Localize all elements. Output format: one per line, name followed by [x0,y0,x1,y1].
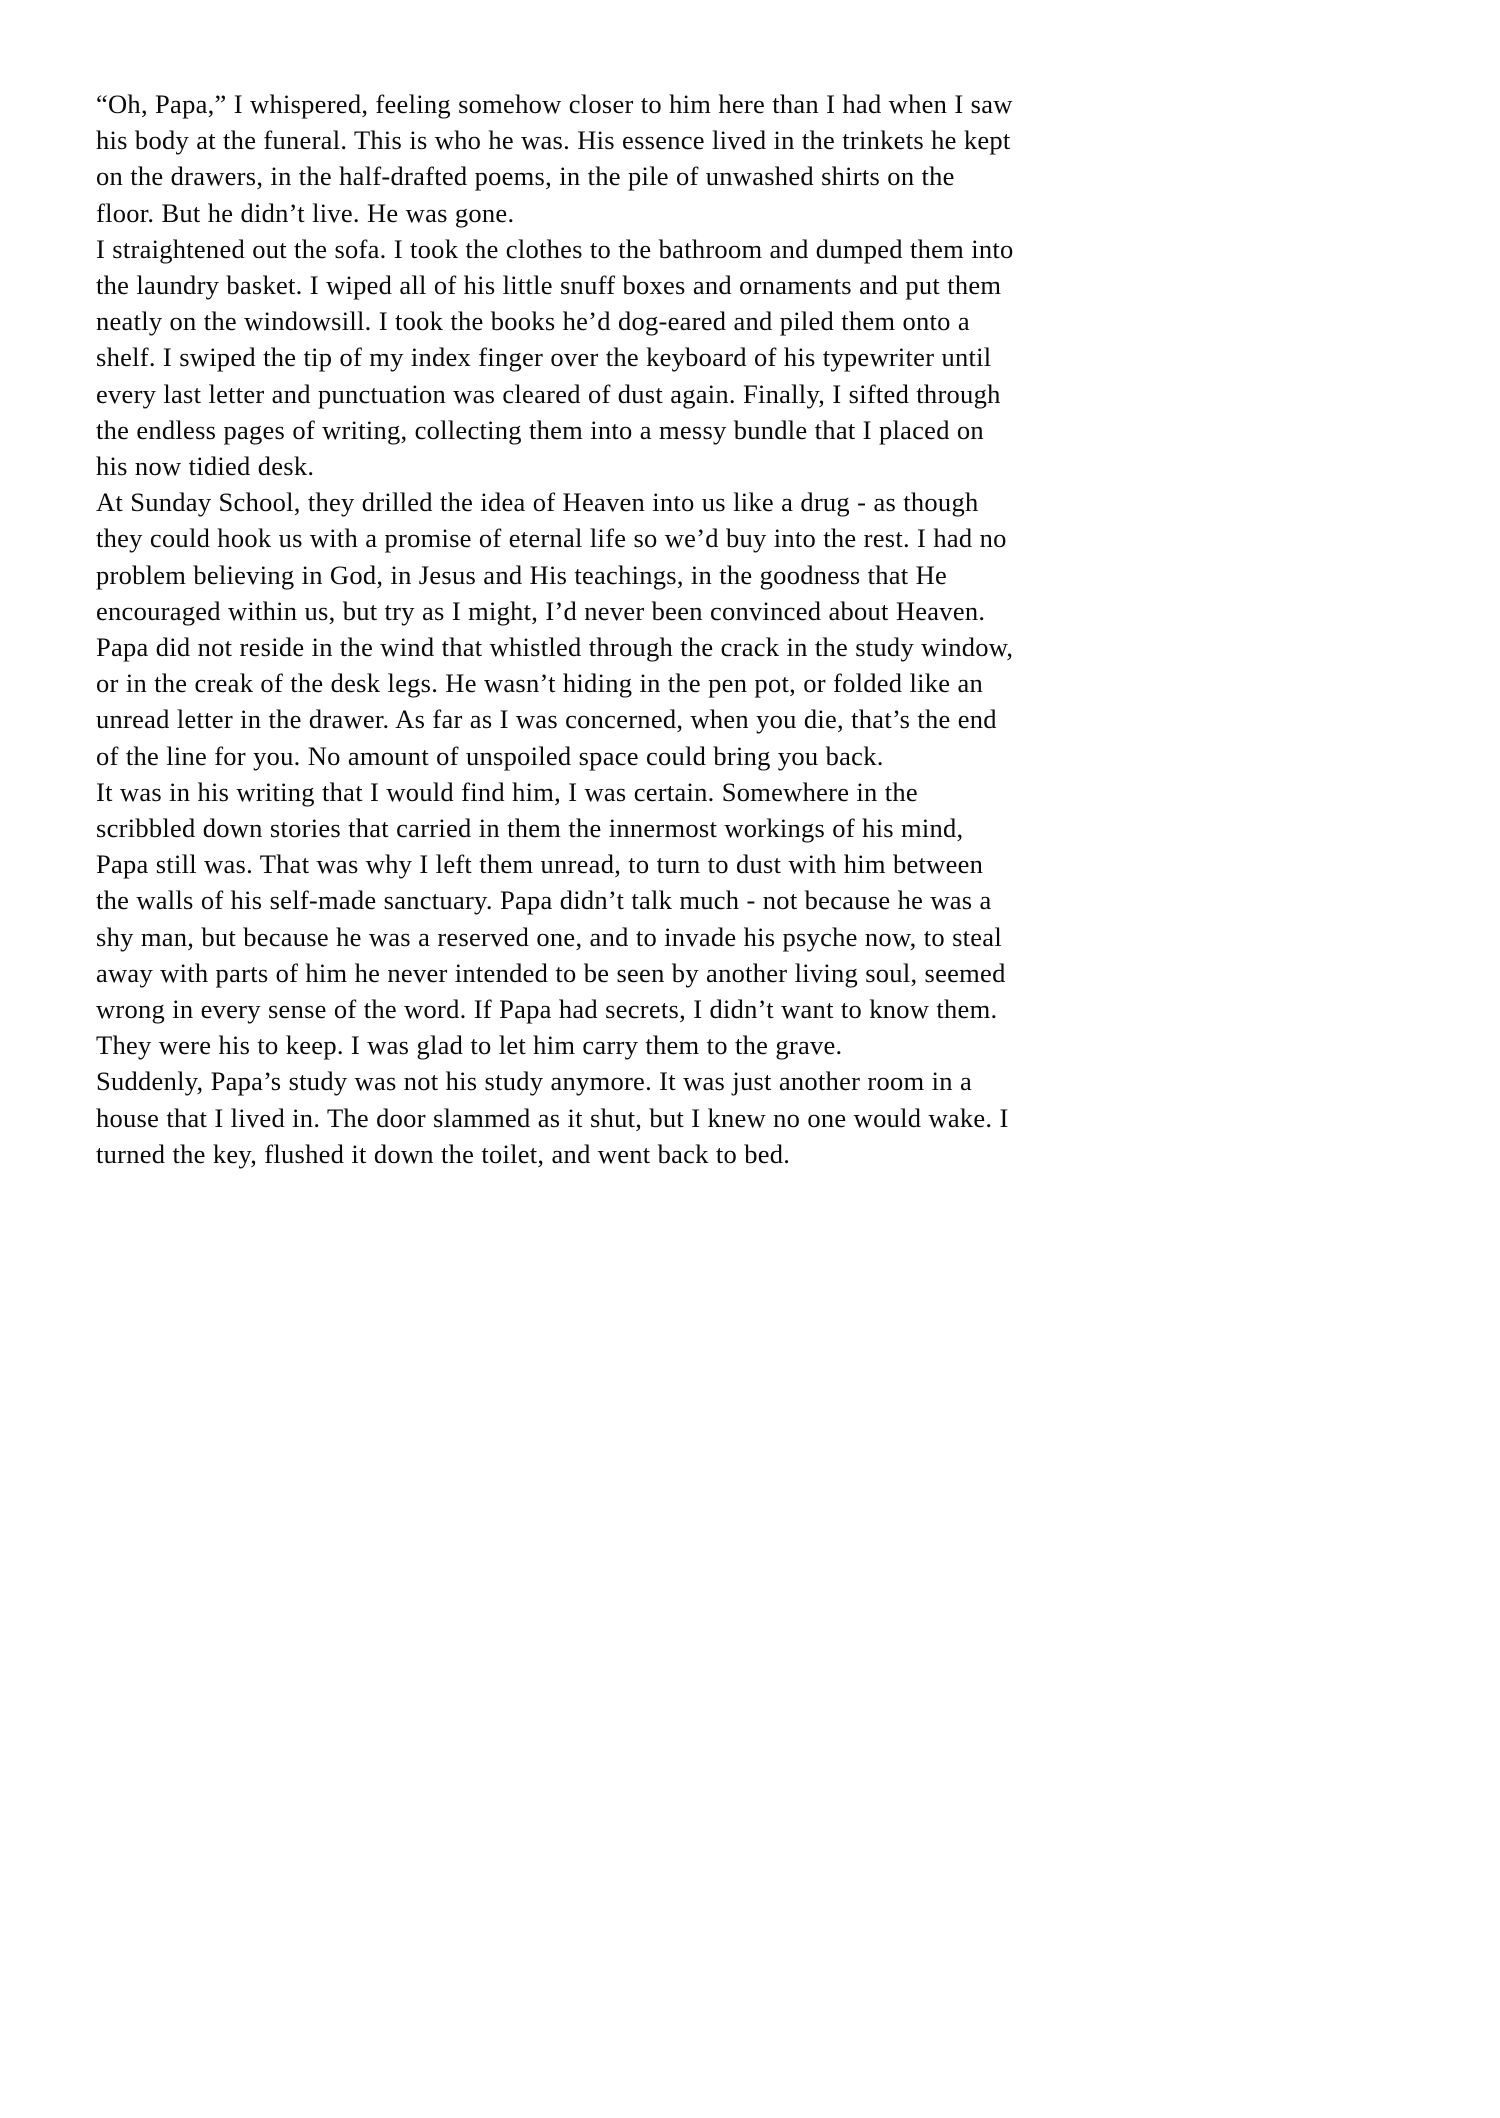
paragraph: “Oh, Papa,” I whispered, feeling somehow closer to him here than I had when I saw his body at the funeral. This is who he was. His essence lived in the trinkets he kept on the drawers, in the half-drafted poems, in the pile of unwashed shirts on the floor. But he didn’t live. He was gone. [96,89,1013,228]
paragraph: Suddenly, Papa’s study was not his study anymore. It was just another room in a house that I lived in. The door slammed as it shut, but I knew no one would wake. I turned the key, flushed it down the toilet, and went back to bed. [96,1066,1009,1169]
paragraph: I straightened out the sofa. I took the clothes to the bathroom and dumped them into the laundry basket. I wiped all of his little snuff boxes and ornaments and put them neatly on the windowsill. I took the books he’d dog-eared and piled them onto a shelf. I swiped the tip of my index finger over the keyboard of his typewriter until every last letter and punctuation was cleared of dust again. Finally, I sifted through the endless pages of writing, collecting them into a messy bundle that I placed on his now tidied desk. [96,233,1014,482]
paragraph: At Sunday School, they drilled the idea of Heaven into us like a drug - as though they could hook us with a promise of eternal life so we’d buy into the rest. I had no problem believing in God, in Jesus and His teachings, in the goodness that He encouraged within us, but try as I might, I’d never been convinced about Heaven. Papa did not reside in the wind that whistled through the crack in the study window, or in the creak of the desk legs. He wasn’t hiding in the pen pot, or folded like an unread letter in the drawer. As far as I was concerned, when you die, that’s the end of the line for you. No amount of unspoiled space could bring you back. [96,487,1014,771]
body-text-column [96,86,1016,1172]
paragraph: It was in his writing that I would find him, I was certain. Somewhere in the scribbled down stories that carried in them the innermost workings of his mind, Papa still was. That was why I left them unread, to turn to dust with him between the walls of his self-made sanctuary. Papa didn’t talk much - not because he was a shy man, but because he was a reserved one, and to invade his psyche now, to steal away with parts of him he never intended to be seen by another living soul, seemed wrong in every sense of the word. If Papa had secrets, I didn’t want to know them. They were his to keep. I was glad to let him carry them to the grave. [96,776,1006,1061]
